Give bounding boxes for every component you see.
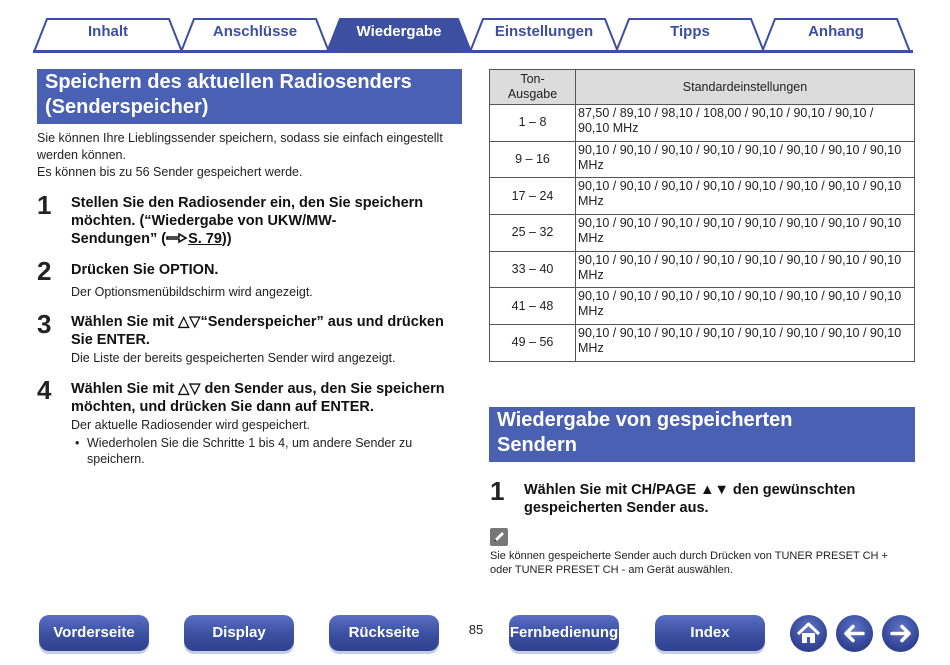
table-cell-values: 90,10 / 90,10 / 90,10 / 90,10 / 90,10 / 90,10 / 90,10 / 90,10 MHz	[576, 141, 915, 178]
page-number: 85	[468, 622, 484, 637]
tab-einstellungen[interactable]	[469, 18, 619, 52]
tab-label: Tipps	[670, 23, 710, 40]
page-reference-link[interactable]: S. 79	[188, 231, 222, 247]
table-cell-range: 1 – 8	[490, 105, 576, 142]
next-page-button[interactable]	[882, 615, 919, 652]
step-title-line: möchten, und drücken Sie dann auf ENTER.	[71, 399, 374, 415]
table-cell-range: 41 – 48	[490, 288, 576, 325]
tab-anhang[interactable]	[761, 18, 911, 52]
preset-defaults-table	[489, 69, 915, 362]
pencil-icon	[490, 528, 508, 546]
step-title-line: möchten. (“Wiedergabe von UKW/MW-	[71, 213, 337, 229]
tab-tipps[interactable]	[615, 18, 765, 52]
step-number: 2	[37, 256, 52, 286]
heading-line: Wiedergabe von gespeicherten	[497, 409, 793, 431]
step-title	[71, 194, 471, 248]
step-title	[71, 380, 471, 416]
home-icon	[790, 615, 827, 652]
arrow-left-icon	[836, 615, 873, 652]
index-button[interactable]: Index	[655, 615, 765, 651]
intro-line: Es können bis zu 56 Sender gespeichert werde.	[37, 165, 303, 179]
step-number: 1	[37, 190, 52, 220]
bullet-line: speichern.	[87, 452, 145, 466]
rear-panel-button[interactable]: Rückseite	[329, 615, 439, 651]
step-description: Der aktuelle Radiosender wird gespeichert.	[71, 418, 311, 432]
step-title-line: Stellen Sie den Radiosender ein, den Sie speichern	[71, 195, 424, 211]
tab-label: Einstellungen	[494, 23, 594, 40]
tab-label: Anschlüsse	[212, 23, 298, 40]
section-heading-preset-playback	[489, 407, 915, 462]
table-cell-values: 90,10 / 90,10 / 90,10 / 90,10 / 90,10 / 90,10 / 90,10 / 90,10 MHz	[576, 288, 915, 325]
table-cell-range: 49 – 56	[490, 325, 576, 362]
heading-line: (Senderspeicher)	[45, 96, 209, 118]
table-row	[490, 178, 915, 215]
table-cell-range: 17 – 24	[490, 178, 576, 215]
step-number: 1	[490, 476, 505, 506]
previous-page-button[interactable]	[836, 615, 873, 652]
step-title	[71, 313, 471, 349]
note-text	[490, 549, 910, 577]
column-header-defaults: Standardeinstellungen	[576, 70, 915, 105]
bullet-item	[75, 435, 467, 467]
tab-wiedergabe[interactable]	[326, 18, 472, 52]
remote-control-button[interactable]: Fernbedienung	[509, 615, 619, 651]
step-title: Drücken Sie OPTION.	[71, 262, 219, 278]
tab-label: Inhalt	[88, 23, 128, 40]
table-cell-values: 90,10 / 90,10 / 90,10 / 90,10 / 90,10 / 90,10 / 90,10 / 90,10 MHz	[576, 215, 915, 252]
table-row	[490, 288, 915, 325]
bullet-dot: •	[75, 436, 80, 450]
step-title-line: Sie ENTER.	[71, 332, 150, 348]
tab-label: Anhang	[808, 23, 864, 40]
step-number: 4	[37, 375, 52, 405]
table-cell-values: 90,10 / 90,10 / 90,10 / 90,10 / 90,10 / 90,10 / 90,10 / 90,10 MHz	[576, 325, 915, 362]
step-number: 3	[37, 309, 52, 339]
display-button[interactable]: Display	[184, 615, 294, 651]
step-title-line: Sendungen” ( S. 79))	[71, 231, 232, 247]
home-button[interactable]	[790, 615, 827, 652]
step-title	[524, 481, 914, 517]
table-cell-values: 90,10 / 90,10 / 90,10 / 90,10 / 90,10 / 90,10 / 90,10 / 90,10 MHz	[576, 251, 915, 288]
intro-line: Sie können Ihre Lieblingssender speichern, sodass sie einfach eingestellt	[37, 131, 443, 145]
intro-line: werden können.	[37, 148, 126, 162]
table-cell-values: 87,50 / 89,10 / 98,10 / 108,00 / 90,10 / 90,10 / 90,10 / 90,10 MHz	[576, 105, 915, 142]
hand-pointer-icon	[166, 231, 188, 245]
intro-text	[37, 130, 462, 181]
tab-inhalt[interactable]	[33, 18, 183, 52]
tab-label: Wiedergabe	[356, 23, 442, 40]
table-header-row	[490, 70, 915, 105]
column-header-range: Ton- Ausgabe	[490, 70, 576, 105]
table-row	[490, 141, 915, 178]
table-row	[490, 251, 915, 288]
note-line: oder TUNER PRESET CH - am Gerät auswählen.	[490, 564, 733, 576]
step-title-line: Wählen Sie mit CH/PAGE ▲▼ den gewünschten	[524, 482, 856, 498]
arrow-right-icon	[882, 615, 919, 652]
step-title-line: Wählen Sie mit △▽“Senderspeicher” aus und drücken	[71, 314, 444, 330]
bullet-line: Wiederholen Sie die Schritte 1 bis 4, um andere Sender zu	[87, 436, 413, 450]
table-cell-range: 9 – 16	[490, 141, 576, 178]
table-cell-values: 90,10 / 90,10 / 90,10 / 90,10 / 90,10 / 90,10 / 90,10 / 90,10 MHz	[576, 178, 915, 215]
heading-line: Sendern	[497, 434, 578, 456]
note-line: Sie können gespeicherte Sender auch durch Drücken von TUNER PRESET CH +	[490, 550, 888, 562]
tab-underline	[33, 50, 913, 53]
step-description: Die Liste der bereits gespeicherten Sender wird angezeigt.	[71, 351, 396, 365]
table-cell-range: 25 – 32	[490, 215, 576, 252]
table-cell-range: 33 – 40	[490, 251, 576, 288]
heading-line: Speichern des aktuellen Radiosenders	[45, 71, 412, 93]
table-row	[490, 325, 915, 362]
step-description: Der Optionsmenübildschirm wird angezeigt.	[71, 285, 313, 299]
section-heading-preset-memory	[37, 69, 462, 124]
front-panel-button[interactable]: Vorderseite	[39, 615, 149, 651]
table-row	[490, 215, 915, 252]
tab-anschluesse[interactable]	[180, 18, 330, 52]
top-tab-bar	[0, 0, 950, 56]
table-row	[490, 105, 915, 142]
step-title-line: Wählen Sie mit △▽ den Sender aus, den Sie speichern	[71, 381, 445, 397]
step-title-line: gespeicherten Sender aus.	[524, 500, 709, 516]
